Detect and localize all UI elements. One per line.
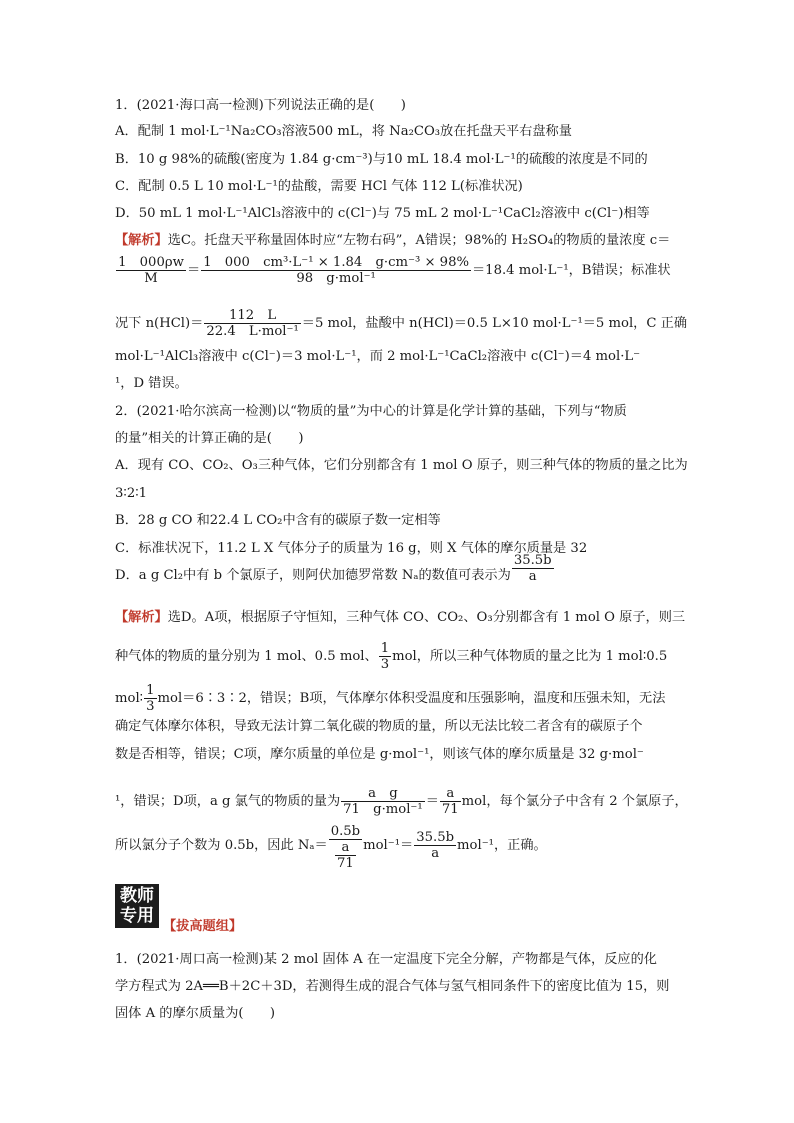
- q2-analysis-line-2: 种气体的物质的量分别为 1 mol、0.5 mol、 $\frac{1}{3}$ mol，所以三种气体物质的量之比为 1 mol∶0.5: [115, 641, 668, 672]
- fraction: $\frac{1 000\rho w}{M}$: [116, 255, 186, 286]
- q2-option-c: C．标准状况下，11.2 L X 气体分子的质量为 16 g，则 X 气体的摩尔质量是 32: [115, 541, 588, 556]
- q1-option-c: C．配制 0.5 L 10 mol·L⁻¹的盐酸，需要 HCl 气体 112 L(标准状况): [115, 179, 523, 194]
- q2-analysis-line-4: 确定气体摩尔体积，导致无法计算二氧化碳的物质的量，所以无法比较二者含有的碳原子个: [115, 719, 643, 734]
- fraction: $\frac{1}{3}$: [146, 683, 155, 714]
- fraction: $\frac{35.5b}{a}$: [416, 830, 455, 861]
- analysis-label: 【解析】: [115, 610, 168, 625]
- q2-analysis-line-1: 【解析】选D。A项，根据原子守恒知，三种气体 CO、CO₂、O₃分别都含有 1 mol O 原子，则三: [115, 610, 686, 625]
- q1-analysis-line-1: 【解析】选C。托盘天平称量固体时应“左物右码”，A错误；98%的 H₂SO₄的物质的量浓度 c＝: [115, 233, 671, 248]
- q3-stem-3: 固体 A 的摩尔质量为( ): [115, 1006, 276, 1021]
- q1-analysis-line-4: mol·L⁻¹AlCl₃溶液中 c(Cl⁻)＝3 mol·L⁻¹，而 2 mol·L⁻¹CaCl₂溶液中 c(Cl⁻)＝4 mol·L⁻: [115, 349, 641, 364]
- q1-option-b: B．10 g 98%的硫酸(密度为 1.84 g·cm⁻³)与10 mL 18.4 mol·L⁻¹的硫酸的浓度是不同的: [115, 152, 648, 167]
- q2-analysis-line-5: 数是否相等，错误；C项，摩尔质量的单位是 g·mol⁻¹，则该气体的摩尔质量是 32 g·mol⁻: [115, 747, 644, 762]
- advanced-group-tag: 【拔高题组】: [163, 919, 243, 934]
- q2-stem-2: 的量”相关的计算正确的是( ): [115, 431, 304, 446]
- q2-option-a-cont: 3∶2∶1: [115, 486, 148, 501]
- q1-option-a: A．配制 1 mol·L⁻¹Na₂CO₃溶液500 mL，将 Na₂CO₃放在托盘天平右盘称量: [115, 124, 572, 139]
- fraction: $\frac{\text{1 000 cm³·L⁻¹ × 1.84 g·cm⁻³ × 98\%}}{\text{98 g·mol⁻¹}}$: [203, 255, 469, 286]
- q1-analysis-line-3: 况下 n(HCl)＝ $\frac{112 L}{\text{22.4 L·mol⁻¹}}$ ＝5 mol，盐酸中 n(HCl)＝0.5 L×10 mol·L⁻¹＝5 mol，C 正确: [115, 308, 688, 339]
- q2-analysis-line-6: ¹，错误；D项，a g 氯气的物质的量为 $\frac{\text{a g}}{\text{71 g·mol⁻¹}}$ ＝ $\frac{a}{71}$ mol，每个氯分子中含有 2 个氯原子，: [115, 786, 688, 817]
- analysis-label: 【解析】: [115, 233, 168, 248]
- q2-analysis-line-3: mol∶ $\frac{1}{3}$ mol＝6∶3∶2，错误；B项，气体摩尔体积受温度和压强影响，温度和压强未知，无法: [115, 683, 666, 714]
- q2-option-d: D．a g Cl₂中有 b 个氯原子，则阿伏加德罗常数 Nₐ的数值可表示为 $\frac{35.5b}{a}$: [115, 553, 552, 584]
- teacher-only-badge: 教师 专用: [115, 884, 159, 928]
- fraction: $\frac{a}{71}$: [441, 786, 459, 817]
- fraction: $\frac{\text{a g}}{\text{71 g·mol⁻¹}}$: [343, 786, 423, 817]
- fraction: $\frac{35.5b}{a}$: [513, 553, 552, 584]
- q1-analysis-line-5: ¹，D 错误。: [115, 376, 188, 391]
- fraction: $\frac{112 L}{\text{22.4 L·mol⁻¹}}$: [206, 308, 299, 339]
- q3-stem-1: 1．(2021·周口高一检测)某 2 mol 固体 A 在一定温度下完全分解，产物都是气体，反应的化: [115, 952, 657, 967]
- fraction: $\frac{1}{3}$: [380, 641, 390, 672]
- q1-analysis-line-2: $\frac{1 000\rho w}{M}$ ＝ $\frac{\text{1 000 cm³·L⁻¹ × 1.84 g·cm⁻³ × 98\%}}{\text{98 g·mol⁻¹}}$ ＝18.4 mol·L⁻¹，B错误；标准状: [115, 255, 671, 286]
- q2-stem-1: 2．(2021·哈尔滨高一检测)以“物质的量”为中心的计算是化学计算的基础，下列与“物质: [115, 404, 627, 419]
- q2-option-b: B．28 g CO 和22.4 L CO₂中含有的碳原子数一定相等: [115, 513, 441, 528]
- q3-stem-2: 学方程式为 2A══B＋2C＋3D，若测得生成的混合气体与氢气相同条件下的密度比值为 15，则: [115, 979, 670, 994]
- compound-fraction: $\frac{0.5b}{\frac{a}{71}}$: [330, 824, 361, 871]
- q1-stem: 1．(2021·海口高一检测)下列说法正确的是( ): [115, 98, 406, 113]
- fraction: $\frac{a}{71}$: [337, 840, 354, 871]
- q2-analysis-line-7: 所以氯分子个数为 0.5b，因此 Nₐ＝ $\frac{0.5b}{\frac{a}{71}}$ mol⁻¹＝ $\frac{35.5b}{a}$ mol⁻¹，正确。: [115, 824, 547, 871]
- q1-option-d: D．50 mL 1 mol·L⁻¹AlCl₃溶液中的 c(Cl⁻)与 75 mL 2 mol·L⁻¹CaCl₂溶液中 c(Cl⁻)相等: [115, 206, 650, 221]
- q2-option-a: A．现有 CO、CO₂、O₃三种气体，它们分别都含有 1 mol O 原子，则三种气体的物质的量之比为: [115, 458, 688, 473]
